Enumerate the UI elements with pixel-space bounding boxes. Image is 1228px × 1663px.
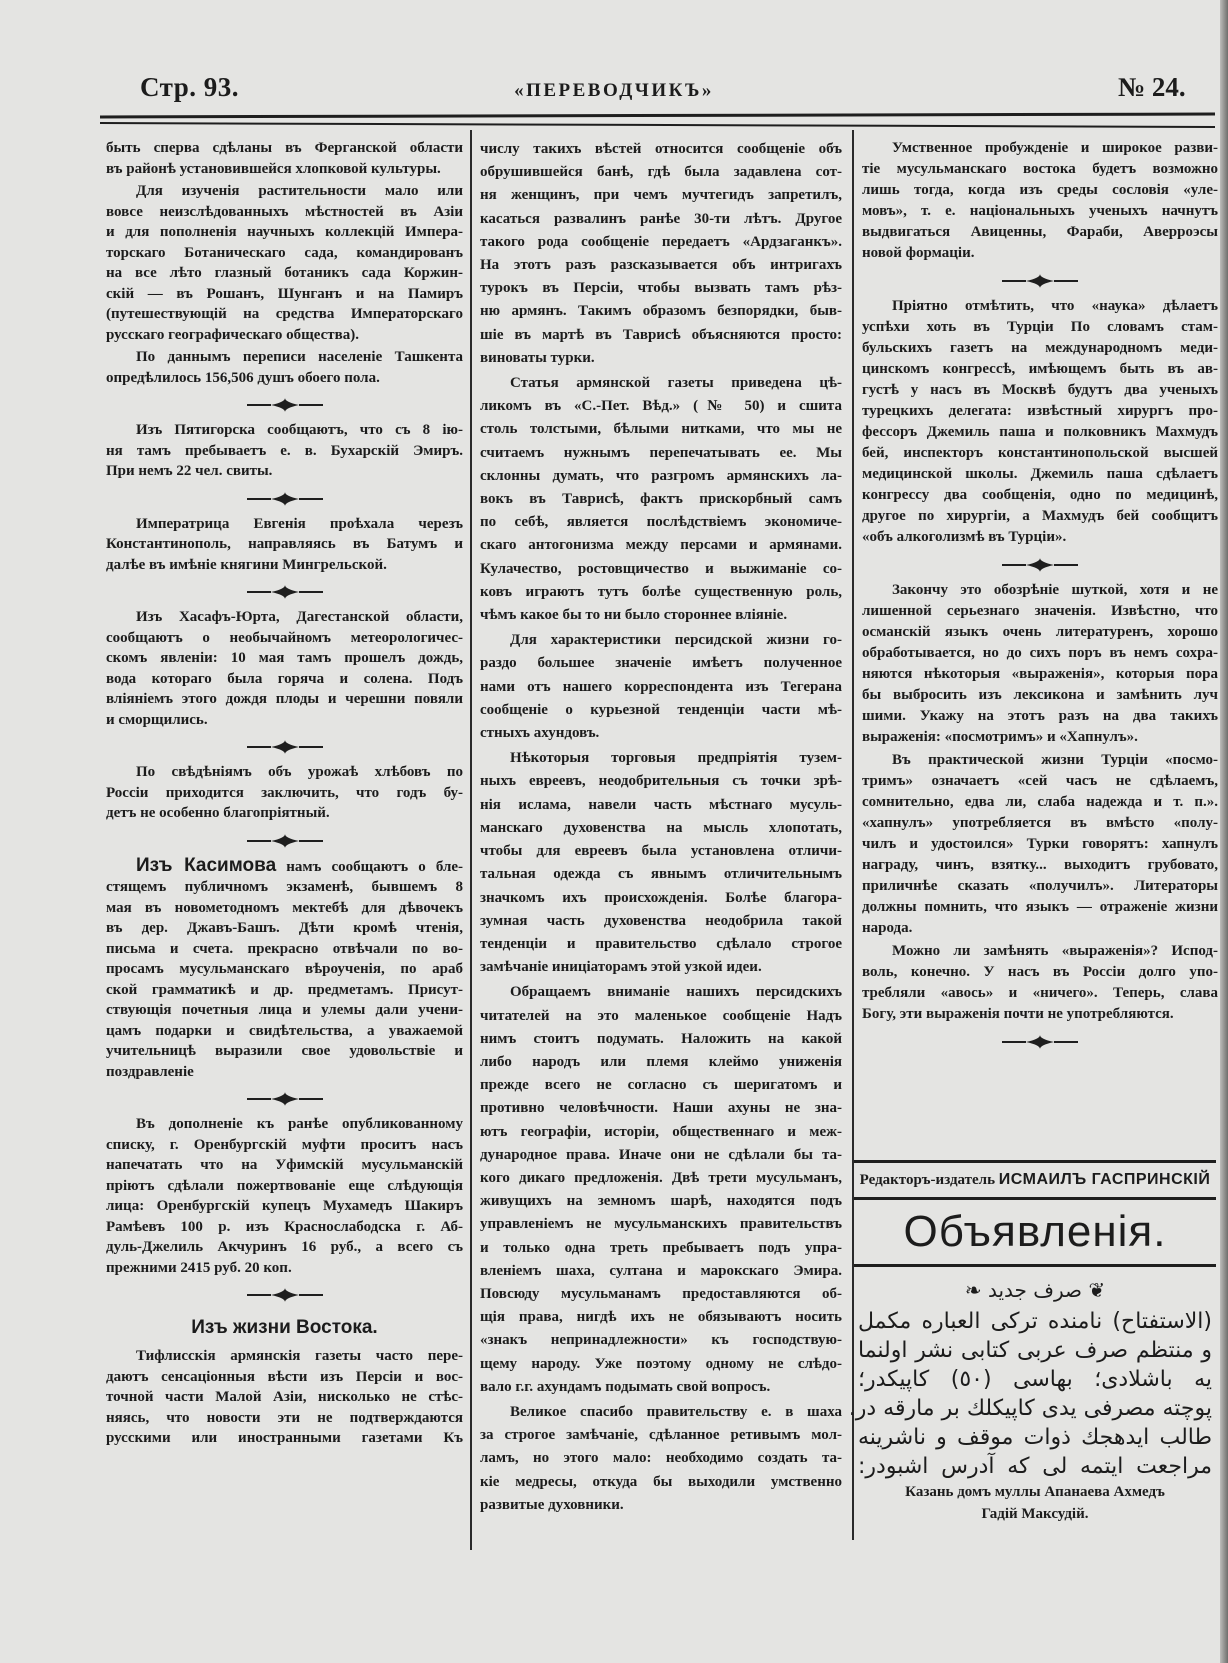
text-line: вленіемъ шаха, султана и марокскаго Эмира. bbox=[480, 1262, 842, 1279]
article-paragraph bbox=[106, 514, 463, 576]
text-line: и сморщились. bbox=[106, 711, 208, 728]
text-line: нія ислама, навели часть мѣстнаго мусуль- bbox=[480, 796, 842, 813]
text-line: нимъ стоитъ подумать. Наложить на какой bbox=[480, 1030, 842, 1047]
text-line: торскаго Ботаническаго сада, командированъ bbox=[106, 244, 463, 261]
text-line: бы выбросить изъ лексикона и замѣнить луч bbox=[862, 687, 1218, 703]
text-line: мовъ», т. е. національныхъ ученыхъ начнутъ bbox=[862, 203, 1218, 219]
text-line: Въ практической жизни Турціи «посмо- bbox=[892, 752, 1218, 768]
ornament-divider-icon bbox=[106, 1084, 463, 1114]
text-line: напечатать что на Уфимскій мусульманскій bbox=[106, 1157, 463, 1173]
text-line: по себѣ, является послѣдствіемъ экономиче- bbox=[480, 514, 842, 531]
text-line: значкомъ ихъ происхожденія. Болѣе благора- bbox=[480, 889, 842, 906]
article-paragraph bbox=[862, 138, 1218, 264]
text-line: цамъ подарки и свидѣтельства, а уважаемой bbox=[106, 1022, 463, 1039]
text-line: лишь тогда, когда изъ среды сословія «уле- bbox=[862, 182, 1218, 198]
lead-in-text: Изъ Касимова bbox=[136, 854, 277, 876]
text-line: османскій языкъ очень литературенъ, хорошо bbox=[862, 624, 1218, 640]
ads-heading: Объявленія. bbox=[903, 1207, 1167, 1256]
text-line: Богу, эти выраженія почти не употребляются. bbox=[862, 1006, 1174, 1022]
advertisement-section bbox=[850, 1160, 1220, 1525]
page-number: Стр. 93. bbox=[140, 72, 240, 102]
text-line: скомъ явленіи: 10 мая тамъ прошелъ дождь, bbox=[106, 650, 463, 666]
text-line: вліяніемъ этого дождя плоды и черешни повяли bbox=[106, 691, 463, 707]
text-line: зумная часть духовенства неодобрила такой bbox=[480, 912, 842, 929]
article-paragraph bbox=[106, 607, 463, 730]
text-line: тіе мусульманскаго востока будетъ возможно bbox=[862, 161, 1218, 177]
article-paragraph bbox=[106, 762, 463, 824]
text-line: въ районѣ установившейся хлопковой культуры. bbox=[106, 160, 441, 177]
text-line: стящемъ публичномъ экзаменѣ, бывшемъ 8 bbox=[106, 879, 463, 895]
text-line: другое по хирургіи, а Махмудъ бей сообщитъ bbox=[862, 508, 1218, 524]
text-line: поздравленіе bbox=[106, 1063, 194, 1080]
text-line: ковъ играютъ тутъ болѣе существенную роль, bbox=[480, 583, 842, 600]
text-line: обрушившейся банѣ, гдѣ была задавлена сот- bbox=[480, 164, 842, 181]
text-line: на все лѣто глазный ботаникъ сада Коржин- bbox=[106, 265, 463, 281]
imprint bbox=[850, 1163, 1220, 1197]
text-line: Нѣкоторыя торговыя предпріятія тузем- bbox=[510, 750, 842, 767]
text-line: опредѣлилось 156,506 душъ обоего пола. bbox=[106, 369, 380, 386]
text-line: медицинской школы. Джемиль паша сдѣлаетъ bbox=[862, 466, 1218, 482]
text-line: няясь, что новости эти не подтверждаются bbox=[106, 1409, 463, 1426]
text-line: щія права, нигдѣ ихъ не обязываютъ носить bbox=[480, 1309, 842, 1326]
text-line: чтобы для евреевъ была установлена отличи- bbox=[480, 843, 842, 860]
text-line: учительницѣ выразили свое удовольствіе и bbox=[106, 1043, 463, 1059]
editor-name: ИСМАИЛЪ ГАСПРИНСКІЙ bbox=[998, 1171, 1211, 1188]
ornament-divider-icon bbox=[106, 826, 463, 856]
text-line: даютъ сенсаціонныя вѣсти изъ Персіи и вос- bbox=[106, 1368, 463, 1385]
text-line: «объ алкоголизмѣ въ Турціи». bbox=[862, 529, 1067, 545]
article-paragraph bbox=[106, 856, 463, 1083]
ad-line: پوچته مصرفى يدى كاپيكلك بر مارقه در. bbox=[848, 1396, 1212, 1421]
text-line: сообщеніе о курьезной тенденціи части мѣ- bbox=[480, 701, 842, 718]
text-line: лишенной серьезнаго значенія. Извѣстно, что bbox=[862, 603, 1218, 619]
text-line: быть сперва сдѣланы въ Ферганской области bbox=[106, 140, 463, 156]
text-line: Для характеристики персидской жизни го- bbox=[510, 632, 842, 649]
article-paragraph bbox=[862, 941, 1218, 1025]
text-line: приличнѣе сказать «получилъ». Литераторы bbox=[862, 878, 1218, 894]
article-paragraph bbox=[480, 372, 842, 627]
text-line: цинскомъ конгрессѣ, имѣющемъ быть въ ав- bbox=[862, 361, 1218, 377]
newspaper-title: «ПЕРЕВОДЧИКЪ» bbox=[514, 80, 714, 101]
text-line: Изъ Хасафъ-Юрта, Дагестанской области, bbox=[136, 609, 463, 625]
ad-line: مراجعت ايتمه لى كه آدرس اشبودر: bbox=[858, 1454, 1212, 1479]
ornament-icon: ❦ bbox=[1088, 1278, 1106, 1302]
text-line: ныхъ евреевъ, неодобрительныя съ точки зрѣ- bbox=[480, 773, 842, 790]
text-line: вода котораго была горяча и солена. Подъ bbox=[106, 670, 463, 687]
ad-title-text: صرف جديد bbox=[987, 1278, 1083, 1302]
text-line: ской грамматикѣ и др. предметамъ. Присут- bbox=[106, 981, 463, 998]
text-line: точной части Малой Азіи, нисколько не стѣс- bbox=[106, 1389, 463, 1405]
arabic-advertisement bbox=[850, 1267, 1220, 1525]
text-line: Умственное пробужденіе и широкое разви- bbox=[892, 140, 1218, 156]
text-line: награду, чинъ, взятку... выходитъ грубовато, bbox=[862, 857, 1218, 873]
text-line: касаться развалинъ ранѣе 30-ти лѣтъ. Другое bbox=[480, 210, 842, 227]
text-line: народа. bbox=[862, 920, 913, 936]
text-line: прежними 2415 руб. 20 коп. bbox=[106, 1259, 292, 1276]
text-line: щему народу. Уже поэтому одному не слѣдо- bbox=[480, 1355, 842, 1372]
text-line: тенденціи и правительство сдѣлало строгое bbox=[480, 935, 842, 952]
text-line: По даннымъ переписи населеніе Ташкента bbox=[136, 349, 463, 365]
text-line: Кулачество, ростовщичество и выжиманіе со- bbox=[480, 560, 842, 577]
text-line: раздо большее значеніе имѣетъ полученное bbox=[480, 655, 842, 672]
ornament-divider-icon bbox=[106, 484, 463, 514]
text-line: за строгое замѣчаніе, сдѣланное ретивымъ мол- bbox=[480, 1427, 842, 1444]
text-line: либо народъ или племя клеймо униженія bbox=[480, 1053, 842, 1070]
text-line: «знакъ непринадлежности» къ господствую- bbox=[480, 1332, 842, 1349]
text-line: мая въ новометодномъ мектебѣ для дѣвочекъ bbox=[106, 899, 463, 916]
text-line: столь толстыми, бѣлыми нитками, что мы не bbox=[480, 421, 842, 438]
text-line: вовсе неизслѣдованныхъ мѣстностей въ Азіи bbox=[106, 203, 463, 220]
text-line: ня тамъ пребываетъ е. в. Бухарскій Эмиръ. bbox=[106, 442, 463, 459]
article-paragraph bbox=[106, 138, 463, 179]
text-line: Повсюду мусульманамъ предоставляются об- bbox=[480, 1285, 842, 1302]
text-line: выдвигаться Авиценны, Фараби, Аверроэсы bbox=[862, 224, 1218, 240]
text-line: успѣхи хоть въ Турціи По словамъ стам- bbox=[862, 319, 1218, 335]
text-line: няются нѣкоторыя «выраженія», которыя пора bbox=[862, 666, 1218, 682]
text-line: скій — въ Рошанъ, Шунганъ и на Памиръ bbox=[106, 285, 463, 302]
text-line: детъ не особенно благопріятный. bbox=[106, 805, 330, 821]
text-line: кіе медресы, откуда бы выходили умственно bbox=[480, 1473, 842, 1490]
text-line: замѣчаніе иниціаторамъ этой узкой идеи. bbox=[480, 959, 762, 976]
article-paragraph bbox=[862, 580, 1218, 748]
ornament-divider-icon bbox=[862, 550, 1218, 580]
text-line: прежде всего не согласно съ шеригатомъ и bbox=[480, 1077, 842, 1094]
text-line: требляли «авось» и «ничего». Теперь, слава bbox=[862, 985, 1218, 1001]
text-line: «хапнулъ» употребляется въ вмѣсто «полу- bbox=[862, 815, 1218, 831]
text-line: скаго антогонизма между персами и армянами. bbox=[480, 537, 842, 554]
text-line: сообщаютъ о необычайномъ метеорологичес- bbox=[106, 629, 463, 646]
article-paragraph bbox=[480, 981, 842, 1399]
text-line: ствующія почетныя лица и улемы дали учени- bbox=[106, 1002, 463, 1018]
text-line: живущихъ на земномъ шарѣ, находятся подъ bbox=[480, 1193, 842, 1210]
section-heading: Изъ жизни Востока. bbox=[191, 1317, 378, 1338]
text-line: должны помнить, что языкъ — отраженіе жизни bbox=[862, 899, 1218, 915]
text-line: управленіемъ не мусульманскихъ правительствъ bbox=[480, 1216, 842, 1233]
text-line: ня женщинъ, при чемъ мучтегидъ запретилъ, bbox=[480, 187, 842, 204]
text-line: Великое спасибо правительству е. в шаха bbox=[510, 1403, 842, 1420]
text-line: На этотъ разъ разсказывается объ интригахъ bbox=[480, 257, 842, 274]
text-line: Въ дополненіе къ ранѣе опубликованному bbox=[136, 1116, 463, 1132]
text-line: ликомъ въ «С.-Пет. Вѣд.» (№ 50) и сшита bbox=[480, 398, 842, 415]
text-line: чѣмъ какое бы то ни было стороннее вліяніе. bbox=[480, 607, 788, 624]
column-3 bbox=[862, 138, 1218, 1057]
text-line: Рамѣевъ 100 р. изъ Краснослабодска г. Аб- bbox=[106, 1218, 463, 1235]
text-line: Можно ли замѣнять «выраженія»? Испод- bbox=[892, 943, 1218, 959]
text-line: русскаго географическаго общества). bbox=[106, 326, 359, 343]
article-paragraph bbox=[106, 347, 463, 388]
text-line: развитые духовники. bbox=[480, 1496, 624, 1513]
text-line: нами отъ нашего корреспондента изъ Тегерана bbox=[480, 678, 842, 695]
text-line: Обращаемъ вниманіе нашихъ персидскихъ bbox=[510, 984, 842, 1001]
text-line: пріютъ сдѣлали пожертвованіе еще слѣдующія bbox=[106, 1177, 463, 1194]
text-line: манскаго духовенства на мысль хлопотать, bbox=[480, 819, 842, 836]
ad-line: و منتظم صرف عربى كتابى نشر اولنما bbox=[858, 1338, 1212, 1363]
text-line: Россіи приходится заключить, что годъ бу- bbox=[106, 784, 463, 801]
text-line: лица: Оренбургскій купецъ Мухамедъ Шакиръ bbox=[106, 1198, 463, 1214]
text-line: тальная одежда съ явнымъ отличительнымъ bbox=[480, 866, 842, 883]
ornament-divider-icon bbox=[862, 266, 1218, 296]
text-line: шими. Укажу на этотъ разъ на два такихъ bbox=[862, 708, 1218, 724]
text-line: Пріятно отмѣтить, что «наука» дѣлаетъ bbox=[892, 298, 1218, 314]
text-line: турецкихъ делегата: извѣстный хирургъ про- bbox=[862, 403, 1218, 419]
text-line: обработывается, но до сихъ поръ въ немъ сохра- bbox=[862, 645, 1218, 661]
text-line: письма и счета. прекрасно отвѣчали по во- bbox=[106, 940, 463, 957]
ad-address: Гадій Максудій. bbox=[981, 1506, 1089, 1522]
text-line: виноваты турки. bbox=[480, 349, 595, 366]
text-line: фессоръ Джемиль паша и полковникъ Махмудъ bbox=[862, 424, 1218, 440]
ad-line: طالب ايدهجك ذوات موقف و ناشرينه bbox=[858, 1425, 1212, 1450]
text-line: далѣе въ имѣніе княгини Мингрельской. bbox=[106, 556, 387, 573]
text-line: Закончу это обозрѣніе шуткой, хотя и не bbox=[892, 582, 1218, 598]
text-line: (путешествующій на средства Императорскаго bbox=[106, 306, 463, 322]
article-paragraph bbox=[480, 747, 842, 979]
text-line: новой формаціи. bbox=[862, 245, 975, 261]
ad-title bbox=[858, 1273, 1212, 1307]
text-line: Статья армянской газеты приведена цѣ- bbox=[510, 375, 842, 392]
text-line: конгрессу два сообщенія, одно по медицинѣ, bbox=[862, 487, 1218, 503]
text-line: бульскихъ газетъ на международномъ меди- bbox=[862, 340, 1218, 356]
text-line: кого дикаго предложенія. Двѣ трети мусульманъ, bbox=[480, 1169, 842, 1186]
text-line: воль, конечно. У насъ въ Россіи долго упо- bbox=[862, 964, 1218, 980]
ad-line: يه باشلادى؛ بهاسى (٥٠) كاپيكدر؛ bbox=[858, 1367, 1212, 1392]
article-paragraph bbox=[106, 181, 463, 345]
ornament-divider-icon bbox=[106, 390, 463, 420]
text-line: выраженія: «посмотримъ» и «Хапнулъ». bbox=[862, 729, 1138, 745]
page-edge-shadow bbox=[1220, 0, 1228, 1663]
masthead-rule-bottom bbox=[100, 122, 1215, 128]
ornament-divider-icon bbox=[106, 732, 463, 762]
text-line: вало г.г. ахундамъ подымать свой вопросъ. bbox=[480, 1378, 771, 1395]
article-paragraph bbox=[480, 138, 842, 370]
text-line: Для изученія растительности мало или bbox=[136, 183, 463, 199]
text-line: По свѣдѣніямъ объ урожаѣ хлѣбовъ по bbox=[136, 764, 463, 780]
text-line: бей, инспекторъ константинопольской высшей bbox=[862, 445, 1218, 461]
ad-address: Казань домъ муллы Апанаева Ахмедъ bbox=[905, 1484, 1165, 1500]
text-line: Тифлисскія армянскія газеты часто пере- bbox=[136, 1348, 463, 1364]
ad-line: (الاستفتاح) نامنده تركى العباره مكمل bbox=[858, 1309, 1212, 1334]
editor-label: Редакторъ-издатель bbox=[859, 1172, 996, 1188]
issue-number: № 24. bbox=[1118, 72, 1186, 102]
article-paragraph bbox=[862, 750, 1218, 939]
text-line: противно человѣчности. Наши ахуны не зна- bbox=[480, 1100, 842, 1117]
text-line: вокъ въ Таврисѣ, фактъ прискорбный самъ bbox=[480, 491, 842, 508]
text-line: русскими или иностранными газетами Къ bbox=[106, 1430, 463, 1446]
text-line: турокъ въ Персіи, чтобы вызвать тамъ рѣз- bbox=[480, 280, 842, 297]
text-line: шіе въ мартѣ въ Таврисѣ объясняются просто: bbox=[480, 326, 842, 343]
ornament-divider-icon bbox=[106, 577, 463, 607]
text-line: списку, г. Оренбургскій муфти проситъ насъ bbox=[106, 1136, 463, 1153]
text-line: склонны думать, что разгромъ армянскихъ ла- bbox=[480, 467, 842, 484]
text-line: Константинополь, направляясь въ Батумъ и bbox=[106, 536, 463, 552]
text-line: Изъ Пятигорска сообщаютъ, что съ 8 ію- bbox=[136, 422, 463, 438]
text-line: ню армянъ. Такимъ образомъ безпорядки, быв- bbox=[480, 303, 842, 320]
ornament-icon: ❧ bbox=[964, 1278, 982, 1302]
column-divider bbox=[470, 130, 472, 1550]
text-line: ютъ географіи, исторіи, общественнаго и меж- bbox=[480, 1123, 842, 1140]
text-line: тримъ» означаетъ «сей часъ не сдѣлаемъ, bbox=[862, 773, 1218, 789]
text-line: чилъ и удостоился» Турки говорятъ: хапнулъ bbox=[862, 836, 1218, 852]
text-line: такого рода сообщеніе передаетъ «Ардзаганкъ». bbox=[480, 233, 842, 250]
ornament-divider-icon bbox=[106, 1280, 463, 1310]
text-line: и только одна треть пребываетъ подъ упра- bbox=[480, 1239, 842, 1256]
article-paragraph bbox=[106, 1114, 463, 1278]
text-line: Императрица Евгенія проѣхала черезъ bbox=[136, 515, 463, 532]
ornament-divider-icon bbox=[862, 1027, 1218, 1057]
text-line: числу такихъ вѣстей относится сообщеніе объ bbox=[480, 141, 842, 157]
text-line: и для пополненія научныхъ коллекцій Импера- bbox=[106, 224, 463, 240]
column-1 bbox=[106, 138, 463, 1451]
text-line: считаемъ нужнымъ перепечатывать ее. Мы bbox=[480, 444, 842, 461]
line-text: намъ сообщаютъ о бле- bbox=[286, 858, 464, 875]
text-line: стныхъ ахундовъ. bbox=[480, 725, 600, 742]
text-line: При немъ 22 чел. свиты. bbox=[106, 463, 273, 479]
text-line: просамъ мусульманскаго вѣроученія, по араб bbox=[106, 961, 463, 977]
text-line: дуль-Джелиль Акчуринъ 16 руб., а всего съ bbox=[106, 1239, 463, 1255]
article-paragraph bbox=[862, 296, 1218, 548]
text-line bbox=[106, 856, 463, 878]
masthead-rule-top bbox=[100, 113, 1215, 119]
text-line: читателей на это маленькое сообщеніе Надъ bbox=[480, 1007, 842, 1024]
text-line: сомнительно, едва ли, слаба надежда и т. п.». bbox=[862, 794, 1218, 810]
text-line: дународное права. Иначе они не сдѣлали бы та- bbox=[480, 1146, 842, 1163]
article-paragraph bbox=[480, 1401, 842, 1517]
article-paragraph bbox=[480, 629, 842, 745]
article-paragraph bbox=[106, 1346, 463, 1449]
text-line: ламъ, но этого мало: необходимо создать та- bbox=[480, 1450, 842, 1467]
text-line: въ дер. Джавъ-Башъ. Дѣти кромѣ чтенія, bbox=[106, 920, 463, 936]
text-line: густѣ у насъ въ Москвѣ будутъ два ученыхъ bbox=[862, 382, 1218, 398]
column-2 bbox=[480, 138, 842, 1519]
article-paragraph bbox=[106, 420, 463, 482]
